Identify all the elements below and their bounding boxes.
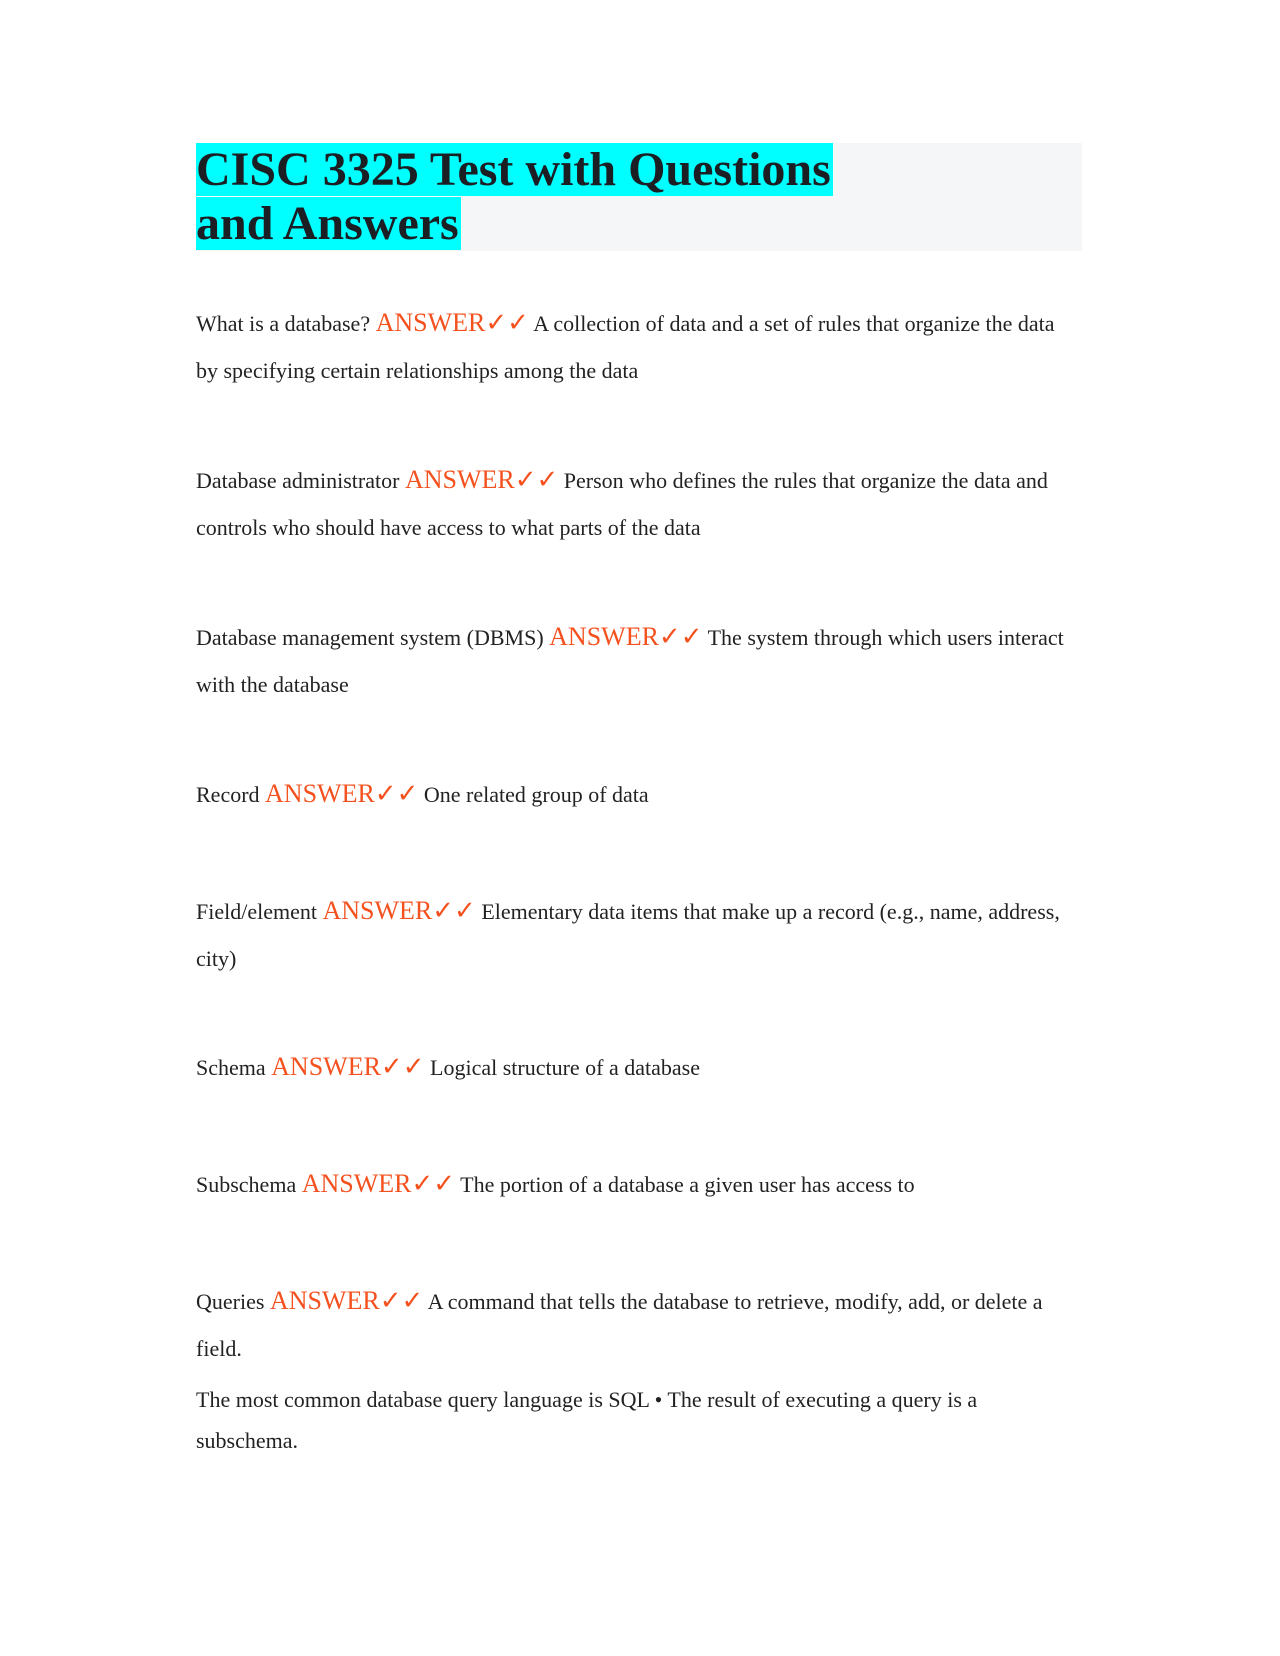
qa-item-schema	[196, 1043, 1082, 1091]
qa-item-record	[196, 770, 1082, 818]
qa-term: Schema	[196, 1055, 266, 1080]
qa-item-field-element	[196, 887, 1082, 982]
qa-definition: Logical structure of a database	[430, 1055, 700, 1080]
title-highlight: CISC 3325 Test with Questions and Answers	[196, 143, 831, 250]
answer-marker: ANSWER✓✓	[375, 308, 529, 337]
qa-term: Field/element	[196, 899, 317, 924]
answer-marker: ANSWER✓✓	[271, 1052, 425, 1081]
answer-marker: ANSWER✓✓	[322, 896, 476, 925]
qa-item-database	[196, 299, 1082, 394]
title-block	[196, 143, 1082, 251]
qa-definition: A collection of data and a set of rules that organize the data by specifying certain relationships among the data	[196, 311, 1055, 383]
queries-note: The most common database query language is SQL • The result of executing a query is a subschema.	[196, 1387, 978, 1453]
qa-term: Subschema	[196, 1172, 297, 1197]
qa-definition: Person who defines the rules that organize the data and controls who should have access to what parts of the data	[196, 468, 1048, 540]
qa-definition: A command that tells the database to retrieve, modify, add, or delete a field.	[196, 1289, 1043, 1361]
qa-definition: The portion of a database a given user has access to	[460, 1172, 915, 1197]
qa-term: Record	[196, 782, 260, 807]
answer-marker: ANSWER✓✓	[265, 779, 419, 808]
qa-item-queries	[196, 1277, 1082, 1372]
answer-marker: ANSWER✓✓	[404, 465, 559, 494]
answer-marker: ANSWER✓✓	[269, 1286, 424, 1315]
qa-definition: The system through which users interact with the database	[196, 625, 1064, 697]
qa-item-database-administrator	[196, 456, 1082, 551]
answer-marker: ANSWER✓✓	[549, 622, 703, 651]
qa-term: Database administrator	[196, 468, 400, 493]
qa-definition: Elementary data items that make up a record (e.g., name, address, city)	[196, 899, 1060, 971]
answer-marker: ANSWER✓✓	[301, 1169, 456, 1198]
qa-term: Database management system (DBMS)	[196, 625, 544, 650]
qa-term: Queries	[196, 1289, 265, 1314]
qa-item-subschema	[196, 1160, 1082, 1208]
document-title	[196, 143, 916, 251]
qa-definition: One related group of data	[423, 782, 649, 807]
qa-item-dbms	[196, 613, 1082, 708]
qa-term: What is a database?	[196, 311, 371, 336]
